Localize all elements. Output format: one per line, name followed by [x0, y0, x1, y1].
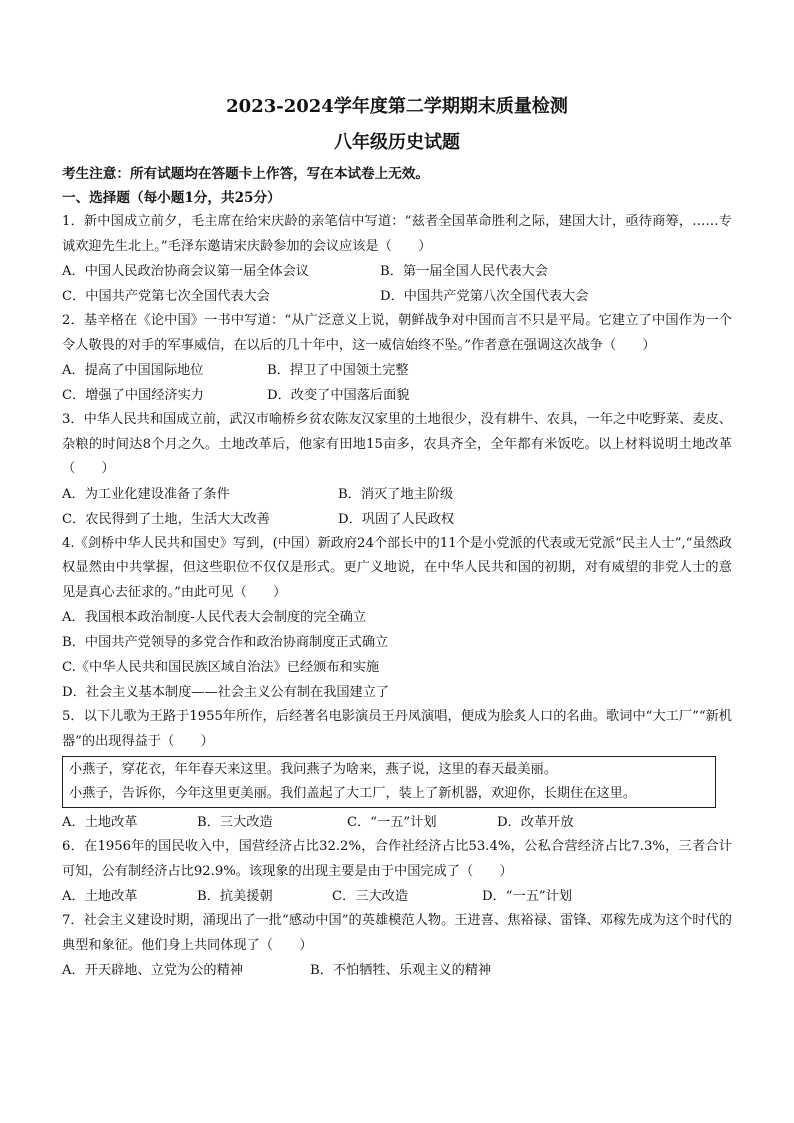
option-a: A．土地改革: [62, 889, 138, 904]
song-line: 小燕子，穿花衣，年年春天来这里。我问燕子为啥来，燕子说，这里的春天最美丽。: [69, 762, 557, 777]
question-stem: 1．新中国成立前夕，毛主席在给宋庆龄的亲笔信中写道：“兹者全国革命胜利之际，建国大计，亟待商筹，……专诚欢迎先生北上。”毛泽东邀请宋庆龄参加的会议应该是（ ）: [62, 214, 732, 254]
question-stem: 3．中华人民共和国成立前，武汉市喻桥乡贫农陈友汉家里的土地很少，没有耕牛、农具，一年之中吃野菜、麦皮、杂粮的时间达8个月之久。土地改革后，他家有田地15亩多，农具齐全，全年都有米饭吃。以上材料说明土地改革（ ）: [62, 412, 732, 476]
question-7: [62, 909, 732, 983]
option-b: B．捍卫了中国领土完整: [267, 363, 409, 378]
option-b: B．中国共产党领导的多党合作和政治协商制度正式确立: [62, 635, 389, 650]
question-4: [62, 532, 732, 706]
option-c: C．三大改造: [332, 889, 409, 904]
song-line: 小燕子，告诉你，今年这里更美丽。我们盖起了大工厂，装上了新机器，欢迎你，长期住在这里。: [69, 786, 637, 801]
option-d: D．改变了中国落后面貌: [267, 388, 410, 403]
exam-subtitle: 八年级历史试题: [334, 132, 460, 153]
question-stem: 6．在1956年的国民收入中，国营经济占比32.2%，合作社经济占比53.4%，公私合营经济占比7.3%，三者合计可知，公有制经济占比92.9%。该现象的出现主要是由于中国完成了（ ）: [62, 839, 732, 879]
option-a: A．开天辟地、立党为公的精神: [62, 963, 243, 978]
option-a: A．为工业化建设准备了条件: [62, 486, 230, 502]
option-d: D．社会主义基本制度——社会主义公有制在我国建立了: [62, 685, 390, 700]
option-c: C．增强了中国经济实力: [62, 388, 204, 403]
option-a: A．中国人民政治协商会议第一届全体会议: [62, 264, 309, 279]
option-c: C．农民得到了土地，生活大大改善: [62, 511, 270, 527]
option-b: B．不怕牺牲、乐观主义的精神: [310, 963, 492, 978]
exam-notice: 考生注意：所有试题均在答题卡上作答，写在本试卷上无效。: [62, 166, 430, 182]
option-d: D．“一五”计划: [482, 889, 572, 904]
option-d: D．巩固了人民政权: [338, 511, 455, 527]
option-d: D．改革开放: [497, 815, 574, 830]
question-3: [62, 408, 732, 532]
option-a: A．提高了中国国际地位: [62, 363, 204, 378]
option-b: B．抗美援朝: [197, 889, 273, 904]
option-a: A．我国根本政治制度-人民代表大会制度的完全确立: [62, 610, 367, 625]
question-2: [62, 309, 732, 408]
question-stem: 7．社会主义建设时期，涌现出了一批“感动中国”的英雄模范人物。王进喜、焦裕禄、雷锋、邓稼先成为这个时代的典型和象征。他们身上共同体现了（ ）: [62, 913, 732, 953]
exam-title: 2023-2024学年度第二学期期末质量检测: [226, 96, 568, 117]
option-c: C.《中华人民共和国民族区域自治法》已经颁布和实施: [62, 660, 380, 675]
question-1: [62, 210, 732, 309]
option-d: D．中国共产党第八次全国代表大会: [380, 289, 589, 304]
question-stem: 2．基辛格在《论中国》一书中写道：“从广泛意义上说，朝鲜战争对中国而言不只是平局。它建立了中国作为一个令人敬畏的对手的军事威信，在以后的几十年中，这一威信始终不坠。”作者意在强调这次战争（ ）: [62, 313, 732, 353]
option-a: A．土地改革: [62, 815, 138, 830]
question-stem: 5．以下儿歌为王路于1955年所作，后经著名电影演员王丹凤演唱，便成为脍炙人口的名曲。歌词中“大工厂”“新机器”的出现得益于（ ）: [62, 709, 732, 749]
exam-page: [62, 94, 732, 983]
option-c: C．中国共产党第七次全国代表大会: [62, 289, 270, 304]
song-lyrics-box: [62, 756, 716, 808]
question-5: [62, 705, 732, 835]
question-stem: 4.《剑桥中华人民共和国史》写到，(中国）新政府24个部长中的11个是小党派的代表或无党派“民主人士”,“虽然政权显然由中共掌握，但这些职位不仅仅是形式。更广义地说，在中华人民共和国的初期，对有威望的非党人士的意见是真心去征求的。”由此可见（ ）: [62, 535, 732, 600]
option-c: C．“一五”计划: [347, 815, 437, 830]
section-heading: 一、选择题（每小题1分，共25分）: [62, 190, 281, 206]
question-6: [62, 835, 732, 909]
option-b: B．三大改造: [197, 815, 273, 830]
option-b: B．消灭了地主阶级: [338, 486, 454, 502]
option-b: B．第一届全国人民代表大会: [380, 264, 548, 279]
